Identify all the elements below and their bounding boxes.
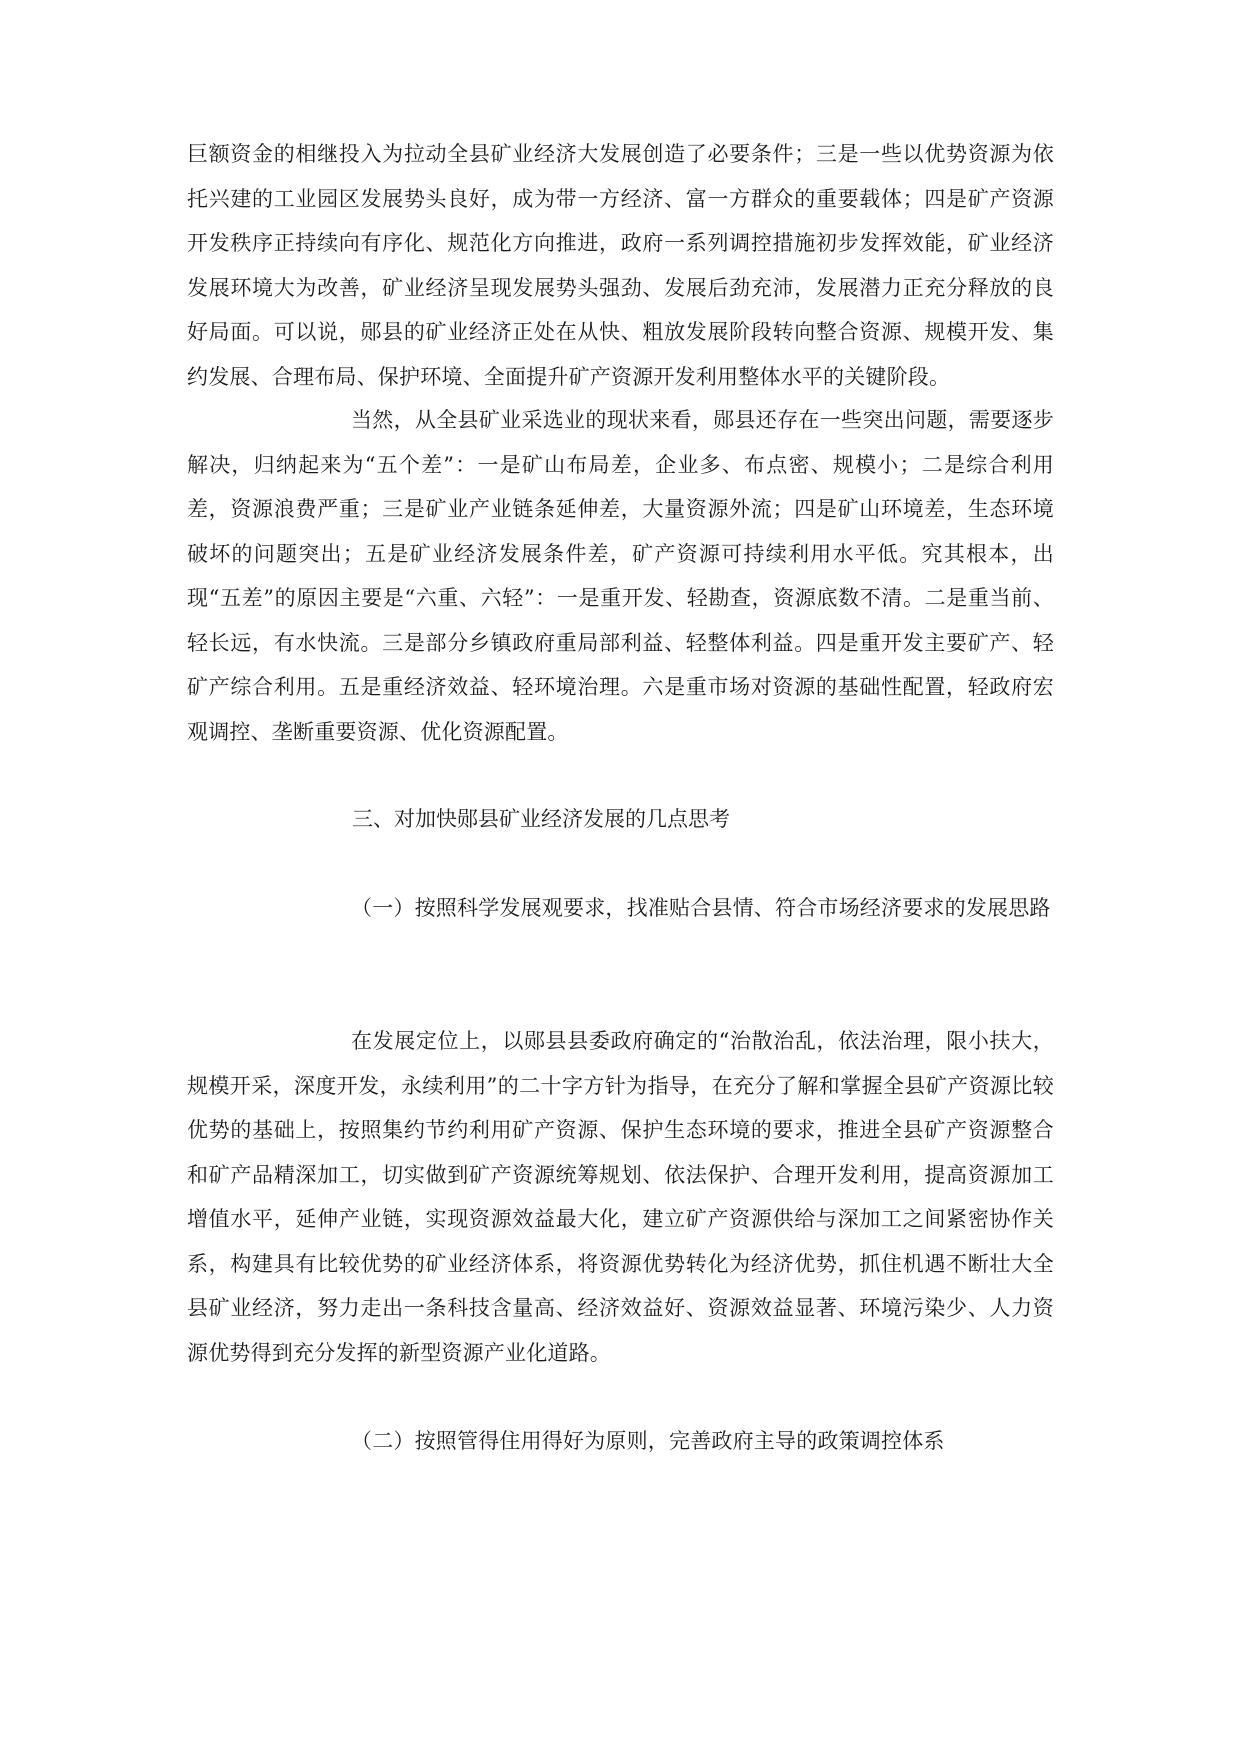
subsection-heading-two: （二）按照管得住用得好为原则，完善政府主导的政策调控体系 xyxy=(351,1429,945,1453)
paragraph-mining-economy-status: 巨额资金的相继投入为拉动全县矿业经济大发展创造了必要条件；三是一些以优势资源为依托兴建的工业园区发展势头良好，成为带一方经济、富一方群众的重要载体；四是矿产资源开发秩序正持续向有序化、规范化方向推进，政府一系列调控措施初步发挥效能，矿业经济发展环境大为改善，矿业经济呈现发展势头强劲、发展后劲充沛，发展潜力正充分释放的良好局面。可以说，郧县的矿业经济正处在从快、粗放发展阶段转向整合资源、规模开发、集约发展、合理布局、保护环境、全面提升矿产资源开发利用整体水平的关键阶段。 xyxy=(187,142,1054,389)
subsection-heading-one: （一）按照科学发展观要求，找准贴合县情、符合市场经济要求的发展思路 xyxy=(351,896,1051,920)
paragraph-development-positioning: 在发展定位上，以郧县县委政府确定的“治散治乱，依法治理，限小扶大，规模开采，深度开发，永续利用”的二十字方针为指导，在充分了解和掌握全县矿产资源比较优势的基础上，按照集约节约利用矿产资源、保护生态环境的要求，推进全县矿产资源整合和矿产品精深加工，切实做到矿产资源统筹规划、依法保护、合理开发利用，提高资源加工增值水平，延伸产业链，实现资源效益最大化，建立矿产资源供给与深加工之间紧密协作关系，构建具有比较优势的矿业经济体系，将资源优势转化为经济优势，抓住机遇不断壮大全县矿业经济，努力走出一条科技含量高、经济效益好、资源效益显著、环境污染少、人力资源优势得到充分发挥的新型资源产业化道路。 xyxy=(187,1029,1054,1365)
paragraph-outstanding-problems: 当然，从全县矿业采选业的现状来看，郧县还存在一些突出问题，需要逐步解决，归纳起来为“五个差”：一是矿山布局差，企业多、布点密、规模小；二是综合利用差，资源浪费严重；三是矿业产业链条延伸差，大量资源外流；四是矿山环境差，生态环境破坏的问题突出；五是矿业经济发展条件差，矿产资源可持续利用水平低。究其根本，出现“五差”的原因主要是“六重、六轻”：一是重开发、轻勘查，资源底数不清。二是重当前、轻长远，有水快流。三是部分乡镇政府重局部利益、轻整体利益。四是重开发主要矿产、轻矿产综合利用。五是重经济效益、轻环境治理。六是重市场对资源的基础性配置，轻政府宏观调控、垄断重要资源、优化资源配置。 xyxy=(187,408,1054,744)
section-heading-three: 三、对加快郧县矿业经济发展的几点思考 xyxy=(352,807,730,831)
